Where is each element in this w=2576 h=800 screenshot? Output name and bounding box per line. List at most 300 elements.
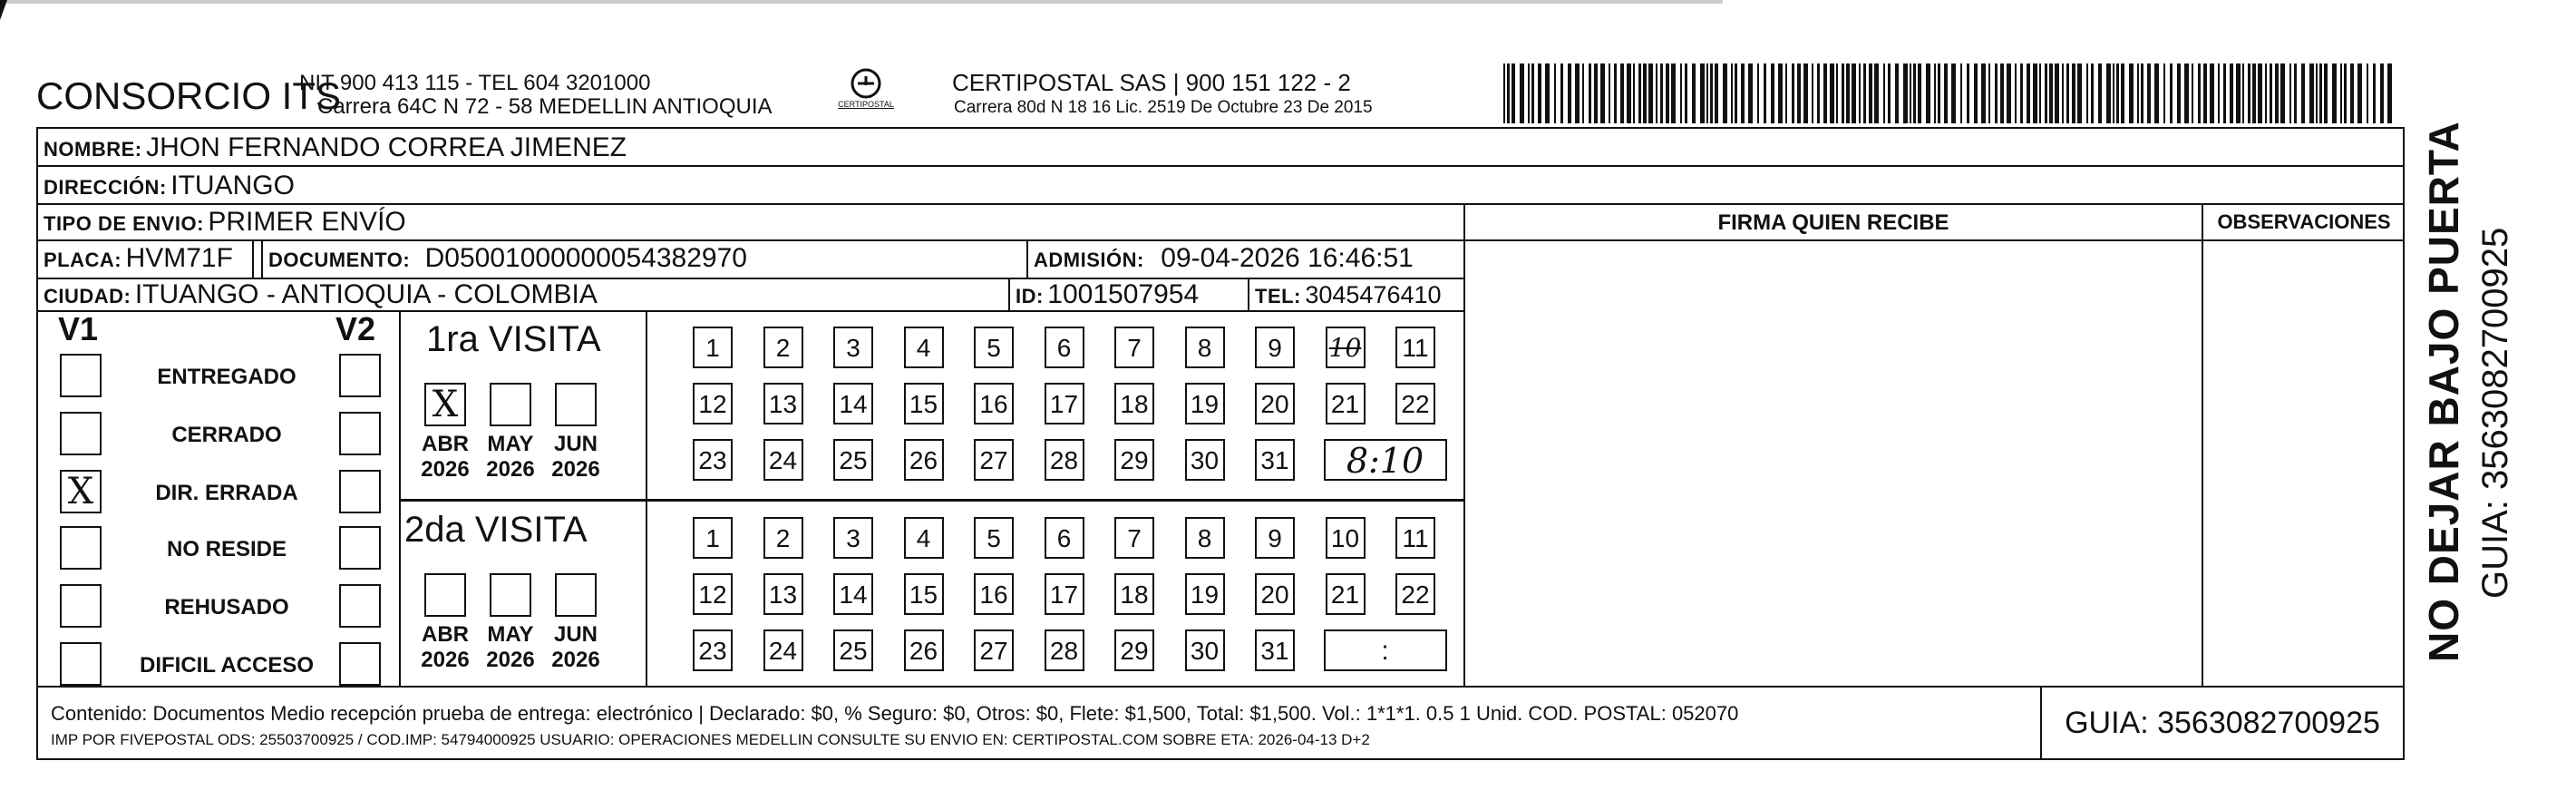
barcode-bar bbox=[2275, 63, 2279, 123]
barcode-bar bbox=[2141, 63, 2143, 123]
barcode-bar bbox=[1903, 63, 1908, 123]
documento-label: DOCUMENTO: bbox=[268, 249, 411, 271]
first-visit-month-year: 2026 bbox=[551, 457, 600, 482]
first-visit-day-box[interactable]: 11 bbox=[1395, 327, 1435, 368]
v1-header: V1 bbox=[58, 310, 99, 347]
id-value: 1001507954 bbox=[1047, 279, 1200, 309]
barcode-bar bbox=[2033, 63, 2037, 123]
barcode-bar bbox=[1757, 63, 1759, 123]
barcode-bar bbox=[1520, 63, 1524, 123]
second-visit-day-box[interactable]: 30 bbox=[1185, 629, 1225, 671]
visit-divider bbox=[399, 499, 1463, 502]
imp-text: IMP POR FIVEPOSTAL ODS: 25503700925 / COD.IMP: 54794000925 USUARIO: OPERACIONES MEDELLIN CONSULTE SU ENVIO EN: CERTIPOSTAL.COM SOBRE ETA: 2026-04-13 D+2 bbox=[51, 731, 1370, 748]
first-visit-day-box[interactable]: 6 bbox=[1045, 327, 1084, 368]
first-visit-month-year: 2026 bbox=[421, 457, 470, 482]
admision-value: 09-04-2026 16:46:51 bbox=[1161, 243, 1414, 273]
second-visit-month-year: 2026 bbox=[551, 648, 600, 672]
scan-artifact-corner bbox=[0, 0, 7, 20]
barcode-bar bbox=[1503, 63, 1505, 123]
first-visit-day-box[interactable]: 26 bbox=[904, 439, 944, 481]
barcode-bar bbox=[1778, 63, 1783, 123]
barcode-bar bbox=[1666, 63, 1669, 123]
cell-divider bbox=[1008, 278, 1010, 310]
v1-checkbox[interactable] bbox=[60, 584, 102, 628]
first-visit-month-name: ABR bbox=[422, 432, 469, 456]
observaciones-header: OBSERVACIONES bbox=[2217, 210, 2391, 233]
second-visit-day-box[interactable]: 28 bbox=[1045, 629, 1084, 671]
first-visit-month-label bbox=[546, 432, 606, 483]
first-visit-day-box[interactable]: 14 bbox=[833, 383, 873, 424]
barcode-bar bbox=[2154, 63, 2159, 123]
barcode-bar bbox=[2098, 63, 2102, 123]
company-name: CONSORCIO ITS bbox=[36, 74, 342, 117]
column-divider bbox=[2202, 203, 2203, 686]
side-guia: GUIA: 3563082700925 bbox=[2475, 227, 2515, 599]
second-visit-day-box[interactable]: 6 bbox=[1045, 517, 1084, 559]
status-option-label: DIR. ERRADA bbox=[155, 481, 298, 505]
barcode-bar bbox=[1715, 63, 1718, 123]
second-visit-day-box[interactable]: 22 bbox=[1395, 573, 1435, 615]
barcode-bar bbox=[1913, 63, 1916, 123]
v2-header: V2 bbox=[335, 310, 376, 347]
tel-field bbox=[1255, 281, 1442, 309]
carrier-address: Carrera 80d N 18 16 Lic. 2519 De Octubre 23 De 2015 bbox=[954, 98, 1373, 117]
barcode-bar bbox=[2258, 63, 2262, 123]
barcode-bar bbox=[1792, 63, 1794, 123]
documento-value: D05001000000054382970 bbox=[424, 243, 747, 273]
second-visit-day-box[interactable]: 26 bbox=[904, 629, 944, 671]
first-visit-day-box[interactable]: 23 bbox=[693, 439, 733, 481]
second-visit-month-checkbox[interactable] bbox=[555, 573, 597, 617]
first-visit-day-box[interactable]: 3 bbox=[833, 327, 873, 368]
first-visit-day-box[interactable]: 15 bbox=[904, 383, 944, 424]
barcode-bar bbox=[2062, 63, 2064, 123]
barcode-bar bbox=[2049, 63, 2053, 123]
second-visit-day-box[interactable]: 21 bbox=[1326, 573, 1366, 615]
admision-field bbox=[1034, 243, 1414, 274]
second-visit-day-box[interactable]: 17 bbox=[1045, 573, 1084, 615]
barcode-bar bbox=[1888, 63, 1891, 123]
barcode-bar bbox=[2223, 63, 2226, 123]
barcode-bar bbox=[1771, 63, 1774, 123]
second-visit-day-box[interactable]: 3 bbox=[833, 517, 873, 559]
barcode-bar bbox=[2137, 63, 2139, 123]
first-visit-day-box[interactable]: 5 bbox=[974, 327, 1014, 368]
barcode-bar bbox=[1614, 63, 1617, 123]
barcode-bar bbox=[1863, 63, 1866, 123]
tipo-envio-field bbox=[44, 207, 406, 238]
barcode-bar bbox=[1692, 63, 1696, 123]
barcode-bar bbox=[2350, 63, 2354, 123]
v2-checkbox[interactable] bbox=[339, 526, 381, 570]
first-visit-month-checkbox[interactable] bbox=[555, 383, 597, 426]
barcode-bar bbox=[1988, 63, 1990, 123]
barcode-bar bbox=[1528, 63, 1530, 123]
barcode-bar bbox=[1575, 63, 1580, 123]
barcode-bar bbox=[2294, 63, 2297, 123]
ciudad-value: ITUANGO - ANTIOQUIA - COLOMBIA bbox=[134, 279, 598, 309]
second-visit-day-box[interactable]: 24 bbox=[763, 629, 803, 671]
barcode-bar bbox=[2066, 63, 2069, 123]
second-visit-day-box[interactable]: 25 bbox=[833, 629, 873, 671]
v2-checkbox[interactable] bbox=[339, 354, 381, 397]
first-visit-day-box[interactable]: 22 bbox=[1395, 383, 1435, 424]
second-visit-day-box[interactable]: 4 bbox=[904, 517, 944, 559]
cell-divider bbox=[1248, 278, 1249, 310]
barcode-bar bbox=[1660, 63, 1663, 123]
barcode-bar bbox=[2230, 63, 2233, 123]
first-visit-month-checkbox[interactable]: X bbox=[424, 383, 466, 426]
barcode-bar bbox=[2357, 63, 2362, 123]
second-visit-day-box[interactable]: 27 bbox=[974, 629, 1014, 671]
barcode-bar bbox=[2324, 63, 2328, 123]
barcode-bar bbox=[1638, 63, 1641, 123]
v1-checkbox[interactable]: X bbox=[60, 470, 102, 513]
v2-checkbox[interactable] bbox=[339, 584, 381, 628]
barcode-bar bbox=[2242, 63, 2244, 123]
second-visit-month-year: 2026 bbox=[486, 648, 535, 672]
second-visit-month-checkbox[interactable] bbox=[424, 573, 466, 617]
first-visit-day-box[interactable]: 24 bbox=[763, 439, 803, 481]
barcode-bar bbox=[1671, 63, 1676, 123]
barcode-bar bbox=[1706, 63, 1708, 123]
barcode-bar bbox=[1874, 63, 1879, 123]
column-divider bbox=[1463, 203, 1465, 686]
barcode-bar bbox=[1545, 63, 1550, 123]
first-visit-month-year: 2026 bbox=[486, 457, 535, 482]
barcode-bar bbox=[2015, 63, 2017, 123]
scan-artifact-line bbox=[0, 0, 1723, 4]
barcode-bar bbox=[1846, 63, 1850, 123]
barcode-icon bbox=[1503, 63, 2392, 123]
barcode-bar bbox=[1620, 63, 1624, 123]
barcode-bar bbox=[1995, 63, 1998, 123]
row-divider bbox=[36, 239, 1465, 241]
barcode-bar bbox=[2198, 63, 2201, 123]
placa-field bbox=[44, 243, 233, 274]
second-visit-month-name: ABR bbox=[422, 622, 469, 647]
barcode-bar bbox=[1554, 63, 1556, 123]
barcode-bar bbox=[1869, 63, 1872, 123]
row-divider bbox=[36, 686, 2405, 688]
second-visit-month-label bbox=[546, 622, 606, 673]
first-visit-day-box[interactable]: 27 bbox=[974, 439, 1014, 481]
barcode-bar bbox=[2316, 63, 2318, 123]
second-visit-day-box[interactable]: 19 bbox=[1185, 573, 1225, 615]
barcode-bar bbox=[1648, 63, 1653, 123]
barcode-bar bbox=[2210, 63, 2214, 123]
barcode-bar bbox=[1643, 63, 1647, 123]
status-option-label: NO RESIDE bbox=[166, 537, 287, 561]
barcode-bar bbox=[2007, 63, 2011, 123]
section-divider bbox=[399, 310, 401, 686]
barcode-bar bbox=[2270, 63, 2272, 123]
first-visit-time-box[interactable]: 8:10 bbox=[1324, 439, 1447, 481]
barcode-bar bbox=[2039, 63, 2041, 123]
placa-value: HVM71F bbox=[125, 243, 233, 273]
barcode-bar bbox=[2113, 63, 2114, 123]
first-visit-month-label bbox=[415, 432, 475, 483]
barcode-bar bbox=[1812, 63, 1813, 123]
barcode-bar bbox=[1785, 63, 1787, 123]
row-divider bbox=[36, 165, 2405, 167]
second-visit-day-box[interactable]: 13 bbox=[763, 573, 803, 615]
cell-divider bbox=[252, 239, 254, 278]
barcode-bar bbox=[2055, 63, 2059, 123]
firma-header: FIRMA QUIEN RECIBE bbox=[1717, 210, 1949, 235]
status-option-label: DIFICIL ACCESO bbox=[139, 653, 314, 678]
first-visit-day-box[interactable]: 1 bbox=[693, 327, 733, 368]
first-visit-month-name: MAY bbox=[487, 432, 534, 456]
first-visit-day-box[interactable]: 20 bbox=[1255, 383, 1295, 424]
second-visit-month-label bbox=[481, 622, 540, 673]
first-visit-month-name: JUN bbox=[553, 432, 598, 456]
nombre-label: NOMBRE: bbox=[44, 138, 142, 161]
barcode-bar bbox=[1974, 63, 1978, 123]
barcode-bar bbox=[1741, 63, 1745, 123]
second-visit-day-box[interactable]: 15 bbox=[904, 573, 944, 615]
admision-label: ADMISIÓN: bbox=[1034, 249, 1144, 271]
barcode-bar bbox=[2387, 63, 2392, 123]
barcode-bar bbox=[1918, 63, 1921, 123]
barcode-bar bbox=[2309, 63, 2314, 123]
first-visit-day-box[interactable]: 28 bbox=[1045, 439, 1084, 481]
first-visit-day-box[interactable]: 30 bbox=[1185, 439, 1225, 481]
second-visit-day-box[interactable]: 16 bbox=[974, 573, 1014, 615]
barcode-bar bbox=[2373, 63, 2376, 123]
direccion-label: DIRECCIÓN: bbox=[44, 176, 167, 199]
side-warning: NO DEJAR BAJO PUERTA bbox=[2420, 121, 2467, 662]
first-visit-day-box[interactable]: 10 bbox=[1326, 327, 1366, 368]
cell-divider bbox=[1026, 239, 1028, 278]
second-visit-time-box[interactable]: : bbox=[1324, 629, 1447, 671]
v1-checkbox[interactable] bbox=[60, 642, 102, 686]
barcode-bar bbox=[2218, 63, 2220, 123]
barcode-bar bbox=[1723, 63, 1727, 123]
second-visit-day-box[interactable]: 9 bbox=[1255, 517, 1295, 559]
barcode-bar bbox=[2289, 63, 2291, 123]
barcode-bar bbox=[1507, 63, 1510, 123]
first-visit-day-box[interactable]: 8 bbox=[1185, 327, 1225, 368]
barcode-bar bbox=[1560, 63, 1563, 123]
v1-checkbox[interactable] bbox=[60, 354, 102, 397]
barcode-bar bbox=[1600, 63, 1605, 123]
second-visit-month-checkbox[interactable] bbox=[490, 573, 531, 617]
second-visit-day-box[interactable]: 1 bbox=[693, 517, 733, 559]
second-visit-month-year: 2026 bbox=[421, 648, 470, 672]
company-nit: NIT 900 413 115 - TEL 604 3201000 bbox=[299, 71, 651, 95]
barcode-bar bbox=[1512, 63, 1515, 123]
first-visit-day-box[interactable]: 25 bbox=[833, 439, 873, 481]
barcode-bar bbox=[1627, 63, 1631, 123]
ciudad-field bbox=[44, 279, 598, 310]
barcode-bar bbox=[2301, 63, 2305, 123]
carrier-name: CERTIPOSTAL SAS | 900 151 122 - 2 bbox=[952, 69, 1351, 96]
second-visit-day-box[interactable]: 12 bbox=[693, 573, 733, 615]
first-visit-day-box[interactable]: 21 bbox=[1326, 383, 1366, 424]
second-visit-month-name: MAY bbox=[487, 622, 534, 647]
v2-checkbox[interactable] bbox=[339, 412, 381, 455]
contenido-text: Contenido: Documentos Medio recepción prueba de entrega: electrónico | Declarado: $0, % Seguro: $0, Otros: $0, Flete: $1,500, Total: $1,500. Vol.: 1*1*1. 0.5 1 Unid. COD. POSTAL: 052070 bbox=[51, 702, 1739, 725]
barcode-bar bbox=[1748, 63, 1753, 123]
section-divider bbox=[646, 310, 647, 686]
barcode-bar bbox=[2121, 63, 2124, 123]
documento-field bbox=[268, 243, 747, 274]
second-visit-day-box[interactable]: 31 bbox=[1255, 629, 1295, 671]
barcode-bar bbox=[2236, 63, 2241, 123]
status-option-label: CERRADO bbox=[171, 423, 282, 447]
second-visit-day-box[interactable]: 8 bbox=[1185, 517, 1225, 559]
first-visit-day-box[interactable]: 31 bbox=[1255, 439, 1295, 481]
first-visit-day-box[interactable]: 29 bbox=[1114, 439, 1154, 481]
first-visit-day-box[interactable]: 16 bbox=[974, 383, 1014, 424]
logo-caption: CERTIPOSTAL bbox=[838, 100, 894, 109]
v2-checkbox[interactable] bbox=[339, 642, 381, 686]
v1-checkbox[interactable] bbox=[60, 526, 102, 570]
barcode-bar bbox=[1910, 63, 1911, 123]
direccion-field bbox=[44, 171, 295, 201]
second-visit-day-box[interactable]: 20 bbox=[1255, 573, 1295, 615]
barcode-bar bbox=[2340, 63, 2342, 123]
first-visit-day-box[interactable]: 4 bbox=[904, 327, 944, 368]
tel-label: TEL: bbox=[1255, 285, 1301, 307]
second-visit-day-box[interactable]: 2 bbox=[763, 517, 803, 559]
barcode-bar bbox=[2332, 63, 2337, 123]
barcode-bar bbox=[2077, 63, 2082, 123]
first-visit-month-label bbox=[481, 432, 540, 483]
barcode-bar bbox=[1609, 63, 1610, 123]
v1-checkbox[interactable] bbox=[60, 412, 102, 455]
tipo-envio-value: PRIMER ENVÍO bbox=[208, 207, 406, 237]
barcode-bar bbox=[1981, 63, 1986, 123]
second-visit-title: 2da VISITA bbox=[404, 510, 588, 550]
first-visit-day-box[interactable]: 19 bbox=[1185, 383, 1225, 424]
barcode-bar bbox=[1823, 63, 1827, 123]
second-visit-month-name: JUN bbox=[553, 622, 598, 647]
barcode-bar bbox=[1934, 63, 1936, 123]
barcode-bar bbox=[1680, 63, 1682, 123]
barcode-bar bbox=[1685, 63, 1687, 123]
barcode-bar bbox=[1852, 63, 1856, 123]
second-visit-day-box[interactable]: 29 bbox=[1114, 629, 1154, 671]
certipostal-logo-icon bbox=[834, 63, 898, 118]
barcode-bar bbox=[1960, 63, 1962, 123]
first-visit-day-box[interactable]: 9 bbox=[1255, 327, 1295, 368]
first-visit-day-box[interactable]: 2 bbox=[763, 327, 803, 368]
id-label: ID: bbox=[1016, 285, 1044, 307]
tel-value: 3045476410 bbox=[1305, 281, 1442, 308]
barcode-bar bbox=[1764, 63, 1766, 123]
barcode-bar bbox=[2129, 63, 2134, 123]
barcode-bar bbox=[2147, 63, 2151, 123]
direccion-value: ITUANGO bbox=[170, 171, 295, 200]
barcode-bar bbox=[2192, 63, 2193, 123]
barcode-bar bbox=[2091, 63, 2094, 123]
barcode-bar bbox=[1836, 63, 1838, 123]
second-visit-day-box[interactable]: 7 bbox=[1114, 517, 1154, 559]
first-visit-month-checkbox[interactable] bbox=[490, 383, 531, 426]
barcode-bar bbox=[1926, 63, 1930, 123]
barcode-bar bbox=[1803, 63, 1808, 123]
first-visit-day-box[interactable]: 12 bbox=[693, 383, 733, 424]
cell-divider bbox=[261, 239, 263, 278]
second-visit-day-box[interactable]: 10 bbox=[1326, 517, 1366, 559]
company-address: Carrera 64C N 72 - 58 MEDELLIN ANTIOQUIA bbox=[317, 94, 773, 119]
barcode-bar bbox=[2252, 63, 2256, 123]
first-visit-day-box[interactable]: 17 bbox=[1045, 383, 1084, 424]
tipo-envio-label: TIPO DE ENVIO: bbox=[44, 212, 204, 235]
footer-guia: GUIA: 3563082700925 bbox=[2065, 706, 2380, 740]
barcode-bar bbox=[1735, 63, 1737, 123]
second-visit-month-label bbox=[415, 622, 475, 673]
barcode-bar bbox=[1589, 63, 1591, 123]
barcode-bar bbox=[2163, 63, 2165, 123]
id-field bbox=[1016, 279, 1199, 310]
barcode-bar bbox=[1967, 63, 1969, 123]
status-option-label: ENTREGADO bbox=[157, 365, 296, 389]
barcode-bar bbox=[1538, 63, 1541, 123]
first-visit-title: 1ra VISITA bbox=[426, 319, 601, 359]
barcode-bar bbox=[1582, 63, 1584, 123]
barcode-bar bbox=[1531, 63, 1534, 123]
second-visit-day-box[interactable]: 5 bbox=[974, 517, 1014, 559]
first-visit-day-box[interactable]: 7 bbox=[1114, 327, 1154, 368]
barcode-bar bbox=[1883, 63, 1885, 123]
barcode-bar bbox=[2045, 63, 2047, 123]
barcode-bar bbox=[2367, 63, 2368, 123]
v2-checkbox[interactable] bbox=[339, 470, 381, 513]
barcode-bar bbox=[1797, 63, 1801, 123]
barcode-bar bbox=[2203, 63, 2207, 123]
barcode-bar bbox=[2106, 63, 2111, 123]
row-divider bbox=[36, 310, 1465, 312]
barcode-bar bbox=[1951, 63, 1956, 123]
barcode-bar bbox=[2177, 63, 2181, 123]
barcode-bar bbox=[1830, 63, 1834, 123]
barcode-bar bbox=[1700, 63, 1705, 123]
barcode-bar bbox=[2184, 63, 2189, 123]
barcode-bar bbox=[2319, 63, 2322, 123]
second-visit-day-box[interactable]: 23 bbox=[693, 629, 733, 671]
ciudad-label: CIUDAD: bbox=[44, 285, 131, 307]
barcode-bar bbox=[2000, 63, 2004, 123]
barcode-bar bbox=[2020, 63, 2023, 123]
row-divider bbox=[1465, 239, 2405, 241]
first-visit-day-box[interactable]: 13 bbox=[763, 383, 803, 424]
barcode-bar bbox=[1594, 63, 1598, 123]
second-visit-day-box[interactable]: 18 bbox=[1114, 573, 1154, 615]
first-visit-day-box[interactable]: 18 bbox=[1114, 383, 1154, 424]
barcode-bar bbox=[1895, 63, 1899, 123]
barcode-bar bbox=[2380, 63, 2384, 123]
barcode-bar bbox=[1568, 63, 1571, 123]
barcode-bar bbox=[1731, 63, 1733, 123]
barcode-bar bbox=[2116, 63, 2119, 123]
second-visit-day-box[interactable]: 11 bbox=[1395, 517, 1435, 559]
barcode-bar bbox=[2280, 63, 2285, 123]
barcode-bar bbox=[1842, 63, 1844, 123]
barcode-bar bbox=[2072, 63, 2075, 123]
second-visit-day-box[interactable]: 14 bbox=[833, 573, 873, 615]
barcode-bar bbox=[2344, 63, 2347, 123]
barcode-bar bbox=[1656, 63, 1657, 123]
barcode-bar bbox=[2248, 63, 2250, 123]
barcode-bar bbox=[2086, 63, 2088, 123]
barcode-bar bbox=[1817, 63, 1820, 123]
row-divider bbox=[36, 203, 2405, 205]
nombre-value: JHON FERNANDO CORREA JIMENEZ bbox=[146, 132, 627, 162]
barcode-bar bbox=[2170, 63, 2173, 123]
